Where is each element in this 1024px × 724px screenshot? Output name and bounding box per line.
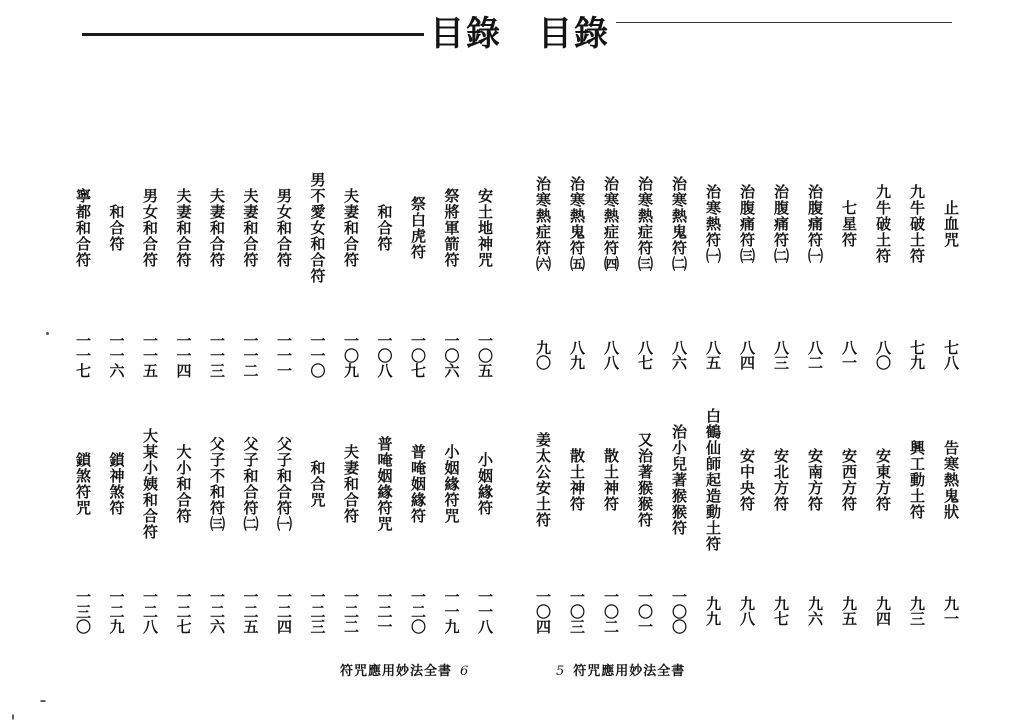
toc-entry-page-number: 一一四 xyxy=(174,332,193,378)
left-header-rule xyxy=(82,33,424,36)
toc-entry xyxy=(202,138,232,318)
toc-entry-title: 散土神符 xyxy=(568,448,586,512)
toc-entry-page-number: 七八 xyxy=(942,340,960,370)
toc-entry-title: 和合咒 xyxy=(308,460,327,508)
toc-entry-title: 小姻緣符 xyxy=(476,452,494,516)
toc-entry-title: 男女和合符 xyxy=(275,188,293,268)
toc-entry-title: 七星符 xyxy=(840,200,858,248)
toc-entry-title: 治腹痛符㈡ xyxy=(772,184,790,264)
toc-entry-page-number: 八六 xyxy=(670,340,688,370)
toc-entry-title: 父子和合符㈡ xyxy=(241,436,260,532)
toc-entry xyxy=(403,138,433,318)
toc-entry-page-number: 九八 xyxy=(738,596,756,626)
toc-entry-title: 祭白虎符 xyxy=(409,196,427,260)
toc-entry-page-number: 八九 xyxy=(568,340,586,370)
toc-entry-title: 祭將軍箭符 xyxy=(442,188,461,268)
toc-entry-title: 治腹痛符㈠ xyxy=(806,184,824,264)
toc-entry-title: 九牛破土符 xyxy=(874,184,892,264)
toc-entry xyxy=(630,392,660,568)
toc-entry xyxy=(303,400,333,568)
toc-entry xyxy=(202,400,232,568)
toc-entry-page-number: 九四 xyxy=(874,596,892,626)
toc-entry-title: 治寒熱症符㈢ xyxy=(636,176,654,272)
toc-entry-page-number: 八四 xyxy=(738,340,756,370)
toc-entry-page-number: 一二一 xyxy=(375,588,394,634)
toc-entry-page-number: 一二五 xyxy=(241,588,260,634)
toc-entry-title: 治小兒著猴猴符 xyxy=(670,424,688,536)
toc-entry xyxy=(303,138,333,318)
toc-entry xyxy=(68,400,98,568)
right-page xyxy=(520,0,1024,724)
toc-entry-page-number: 八七 xyxy=(636,340,654,370)
toc-entry-page-number: 一一〇 xyxy=(308,332,327,378)
toc-entry-page-number: 八三 xyxy=(772,340,790,370)
toc-entry-title: 治寒熱症符㈣ xyxy=(602,176,620,272)
toc-entry xyxy=(732,126,762,322)
toc-entry-page-number: 七九 xyxy=(908,340,926,370)
toc-entry xyxy=(596,126,626,322)
toc-entry-title: 安中央符 xyxy=(738,448,756,512)
toc-entry-page-number: 九一 xyxy=(942,596,960,626)
toc-entry-title: 安西方符 xyxy=(840,448,858,512)
toc-entry-page-number: 一一五 xyxy=(141,332,159,378)
toc-entry xyxy=(766,392,796,568)
toc-entry-title: 白鶴仙師起造動土符 xyxy=(704,408,722,552)
toc-entry-page-number: 一一二 xyxy=(241,332,260,378)
toc-entry-title: 夫妻和合符 xyxy=(208,188,226,268)
toc-entry xyxy=(236,138,266,318)
right-page-title: 目錄 xyxy=(538,14,610,54)
toc-entry-page-number: 一二九 xyxy=(107,588,126,634)
toc-entry xyxy=(437,400,467,568)
toc-entry-title: 九牛破土符 xyxy=(908,184,926,264)
scan-speck xyxy=(40,700,46,702)
toc-entry-page-number: 一〇三 xyxy=(568,588,586,634)
toc-entry-page-number: 九〇 xyxy=(534,340,552,370)
toc-entry-title: 和合符 xyxy=(375,204,394,252)
toc-entry-page-number: 一〇〇 xyxy=(670,588,688,634)
toc-entry xyxy=(562,392,592,568)
toc-entry-page-number: 一〇八 xyxy=(375,332,394,378)
toc-entry-title: 治寒熱符㈠ xyxy=(704,184,722,264)
toc-entry-title: 治寒熱症符㈥ xyxy=(534,176,552,272)
toc-entry xyxy=(800,392,830,568)
toc-entry xyxy=(68,138,98,318)
toc-entry-title: 安南方符 xyxy=(806,448,824,512)
toc-entry xyxy=(370,138,400,318)
toc-entry-title: 和合符 xyxy=(107,204,126,252)
toc-entry-title: 又治著猴猴符 xyxy=(636,432,654,528)
toc-entry-page-number: 一〇二 xyxy=(602,588,620,634)
toc-entry-page-number: 八〇 xyxy=(874,340,892,370)
left-page-footer xyxy=(340,660,477,679)
toc-entry-page-number: 八二 xyxy=(806,340,824,370)
toc-entry-title: 夫妻和合符 xyxy=(342,188,360,268)
toc-entry-title: 男女和合符 xyxy=(141,188,159,268)
toc-entry xyxy=(236,400,266,568)
toc-entry-page-number: 一三〇 xyxy=(74,588,92,634)
scan-speck xyxy=(12,714,14,720)
toc-entry-page-number: 一一六 xyxy=(107,332,126,378)
toc-entry-title: 父子和合符㈠ xyxy=(275,436,293,532)
toc-entry-title: 大小和合符 xyxy=(174,444,193,524)
right-header-rule xyxy=(616,22,952,23)
toc-entry-page-number: 一一九 xyxy=(442,588,461,634)
toc-entry xyxy=(834,392,864,568)
toc-entry-page-number: 一〇九 xyxy=(342,332,360,378)
left-page-title: 目錄 xyxy=(430,14,502,54)
toc-entry-page-number: 一二八 xyxy=(141,588,159,634)
toc-entry xyxy=(135,400,165,568)
toc-entry-page-number: 九七 xyxy=(772,596,790,626)
toc-entry xyxy=(664,126,694,322)
left-footer-page-number: 6 xyxy=(460,664,470,679)
toc-entry-page-number: 一二七 xyxy=(174,588,193,634)
scan-speck xyxy=(46,332,49,335)
toc-entry xyxy=(596,392,626,568)
toc-entry-page-number: 一二二 xyxy=(342,588,360,634)
toc-entry xyxy=(336,400,366,568)
toc-entry xyxy=(269,400,299,568)
toc-entry xyxy=(169,400,199,568)
toc-entry-title: 治腹痛符㈢ xyxy=(738,184,756,264)
toc-entry xyxy=(834,126,864,322)
toc-entry-page-number: 一一七 xyxy=(74,332,92,378)
toc-entry xyxy=(269,138,299,318)
toc-entry-page-number: 九六 xyxy=(806,596,824,626)
toc-entry xyxy=(936,392,966,568)
toc-entry-title: 安東方符 xyxy=(874,448,892,512)
toc-entry xyxy=(370,400,400,568)
toc-entry-title: 寧都和合符 xyxy=(74,188,92,268)
toc-entry-page-number: 一二三 xyxy=(308,588,327,634)
toc-entry xyxy=(562,126,592,322)
toc-entry-title: 小姻緣符咒 xyxy=(442,444,461,524)
toc-entry xyxy=(403,400,433,568)
toc-entry-page-number: 一一八 xyxy=(476,588,494,634)
toc-entry-page-number: 一一一 xyxy=(275,332,293,378)
toc-entry-title: 夫妻和合符 xyxy=(174,188,193,268)
toc-entry xyxy=(135,138,165,318)
right-page-footer xyxy=(548,660,685,679)
toc-entry-page-number: 一〇四 xyxy=(534,588,552,634)
toc-entry-title: 鎖煞符咒 xyxy=(74,452,92,516)
toc-entry-title: 姜太公安土符 xyxy=(534,432,552,528)
toc-entry-title: 普唵姻緣符 xyxy=(409,444,427,524)
toc-entry xyxy=(470,400,500,568)
toc-entry xyxy=(102,138,132,318)
toc-entry-title: 治寒熱鬼符㈡ xyxy=(670,176,688,272)
toc-entry xyxy=(664,392,694,568)
toc-entry xyxy=(102,400,132,568)
toc-entry-page-number: 一〇七 xyxy=(409,332,427,378)
toc-entry-title: 止血咒 xyxy=(942,200,960,248)
toc-entry-page-number: 一二六 xyxy=(208,588,226,634)
toc-entry xyxy=(732,392,762,568)
toc-entry xyxy=(528,392,558,568)
toc-entry-page-number: 九五 xyxy=(840,596,858,626)
toc-entry-page-number: 一二〇 xyxy=(409,588,427,634)
toc-entry-title: 治寒熱鬼符㈤ xyxy=(568,176,586,272)
toc-entry-title: 夫妻和合符 xyxy=(342,444,360,524)
toc-entry xyxy=(528,126,558,322)
toc-entry-page-number: 八五 xyxy=(704,340,722,370)
toc-entry xyxy=(698,392,728,568)
toc-entry xyxy=(902,126,932,322)
toc-entry-page-number: 一二四 xyxy=(275,588,293,634)
toc-entry-page-number: 一〇六 xyxy=(442,332,461,378)
toc-entry xyxy=(902,392,932,568)
toc-entry-page-number: 九九 xyxy=(704,596,722,626)
toc-entry xyxy=(766,126,796,322)
toc-entry xyxy=(437,138,467,318)
toc-entry-title: 安土地神咒 xyxy=(476,188,494,268)
toc-entry-title: 男不愛女和合符 xyxy=(308,172,327,284)
toc-entry xyxy=(336,138,366,318)
toc-entry-title: 普唵姻緣符咒 xyxy=(375,436,394,532)
toc-entry xyxy=(868,392,898,568)
toc-entry-title: 夫妻和合符 xyxy=(241,188,260,268)
toc-entry-page-number: 九三 xyxy=(908,596,926,626)
toc-entry-title: 興工動土符 xyxy=(908,440,926,520)
toc-entry-title: 安北方符 xyxy=(772,448,790,512)
toc-entry xyxy=(800,126,830,322)
toc-entry-title: 父子不和符㈢ xyxy=(208,436,226,532)
toc-entry xyxy=(470,138,500,318)
toc-entry xyxy=(169,138,199,318)
right-footer-title: 符咒應用妙法全書 xyxy=(573,664,686,679)
toc-entry-page-number: 一一三 xyxy=(208,332,226,378)
right-footer-page-number: 5 xyxy=(556,664,566,679)
toc-entry-page-number: 一〇一 xyxy=(636,588,654,634)
toc-entry-title: 告寒熱鬼狀 xyxy=(942,440,960,520)
toc-entry-page-number: 八八 xyxy=(602,340,620,370)
toc-entry-title: 大某小姨和合符 xyxy=(141,428,159,540)
toc-entry-title: 散土神符 xyxy=(602,448,620,512)
toc-entry-page-number: 八一 xyxy=(840,340,858,370)
toc-entry xyxy=(630,126,660,322)
toc-entry-title: 鎖神煞符 xyxy=(107,452,126,516)
left-footer-title: 符咒應用妙法全書 xyxy=(340,664,453,679)
toc-entry xyxy=(698,126,728,322)
toc-entry xyxy=(936,126,966,322)
toc-entry-page-number: 一〇五 xyxy=(476,332,494,378)
toc-entry xyxy=(868,126,898,322)
